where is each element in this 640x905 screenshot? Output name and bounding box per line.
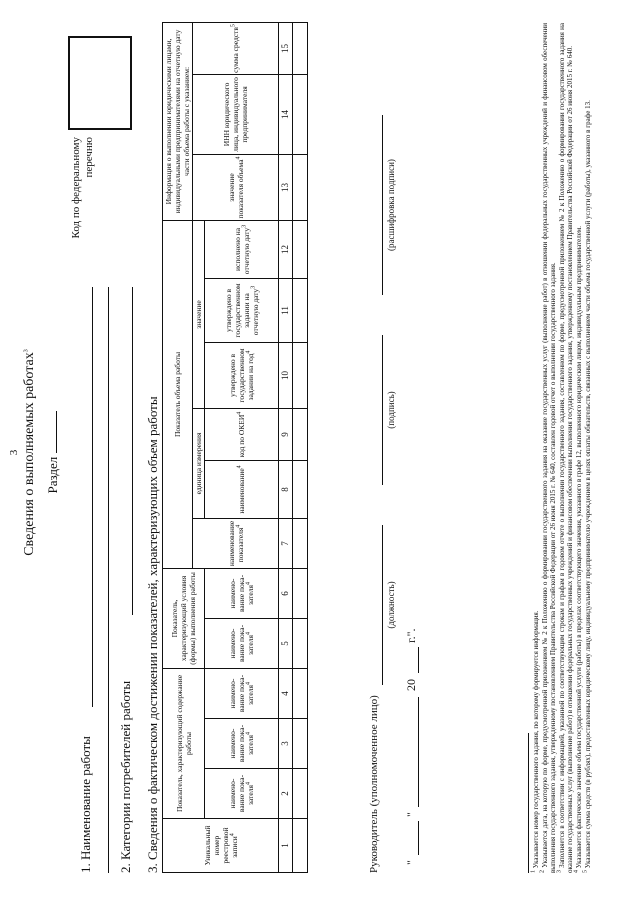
date-month-field[interactable] bbox=[418, 697, 419, 807]
header-unit: единица измерения bbox=[193, 408, 205, 518]
consumers-label: 2. Категории потребителей работы bbox=[118, 680, 133, 873]
header-volume-indicator: Показатель объема работы bbox=[163, 220, 193, 568]
head-label: Руководитель (уполномоченное лицо) bbox=[368, 695, 380, 873]
table-cell[interactable] bbox=[293, 342, 308, 408]
date-suffix: г.". bbox=[404, 628, 418, 643]
header-unit-name: наименование$^4$ bbox=[205, 460, 279, 518]
table-cell[interactable] bbox=[293, 460, 308, 518]
decode-line[interactable] bbox=[382, 115, 383, 295]
position-caption: (должность) bbox=[386, 581, 396, 629]
table-cell[interactable] bbox=[293, 22, 308, 74]
footnote-item: $^5$ Указывается сумма средств (в рублях), предоставленных юридическому лицу, индивидуальному предпринимателю учреждением в целях оплаты обязательств, связанных с выполнением части объема государственной услуги (работы), указанного в графе 13. bbox=[582, 100, 592, 873]
table-cell[interactable] bbox=[293, 154, 308, 220]
column-number-row bbox=[279, 22, 293, 872]
header-content-name-3: наимено-вание пока-зателя$^4$ bbox=[205, 668, 279, 718]
column-number: 13 bbox=[279, 154, 293, 220]
header-content-name-2: наимено-вание пока-зателя$^4$ bbox=[205, 719, 279, 769]
table-cell[interactable] bbox=[293, 408, 308, 460]
header-approved-year: утверждено в государственном задании на год$^4$ bbox=[205, 342, 279, 408]
section-heading: Раздел bbox=[44, 0, 61, 905]
footnote-separator bbox=[528, 733, 529, 873]
header-condition-name-2: наимено-вание пока-зателя$^4$ bbox=[205, 568, 279, 618]
table-cell[interactable] bbox=[293, 668, 308, 718]
column-number: 10 bbox=[279, 342, 293, 408]
header-content-indicator: Показатель, характеризующий содержание работы bbox=[163, 668, 205, 818]
date-quote-close: " bbox=[404, 812, 418, 817]
position-line[interactable] bbox=[382, 525, 383, 685]
table-cell[interactable] bbox=[293, 220, 308, 278]
work-name-label: 1. Наименование работы bbox=[78, 736, 93, 873]
sign-caption: (подпись) bbox=[386, 391, 396, 429]
table-cell[interactable] bbox=[293, 819, 308, 873]
header-volume-value: значение показателя объема$^4$ bbox=[193, 154, 279, 220]
header-inn: ИНН юридического лица, индивидуального предпринимателя bbox=[193, 74, 279, 154]
header-value: значение bbox=[193, 220, 205, 408]
section3-title: 3. Сведения о фактическом достижении показателей, характеризующих объем работы bbox=[145, 396, 160, 873]
table-cell[interactable] bbox=[293, 518, 308, 568]
header-condition-name-1: наимено-вание пока-зателя$^4$ bbox=[205, 618, 279, 668]
page-title: Сведения о выполняемых работах$^3$ bbox=[22, 349, 37, 556]
column-number: 3 bbox=[279, 719, 293, 769]
table-cell[interactable] bbox=[293, 769, 308, 819]
work-volume-table bbox=[162, 22, 308, 873]
decode-caption: (расшифровка подписи) bbox=[386, 159, 396, 251]
date-day-field[interactable] bbox=[418, 821, 419, 855]
header-indicator-name: наименование показателя$^4$ bbox=[193, 518, 279, 568]
footnote-item: $^4$ Указывается фактическое значение объема государственной услуги (работы) в пределах соответствующего значения, указанного в графе 12, выполненного юридическим лицом, индивидуальным предпринимателем. bbox=[573, 225, 583, 873]
footnotes bbox=[532, 23, 592, 873]
column-number: 6 bbox=[279, 568, 293, 618]
header-done: исполнено на отчетную дату$^3$ bbox=[205, 220, 279, 278]
sign-line[interactable] bbox=[382, 335, 383, 485]
federal-code-box[interactable] bbox=[68, 36, 132, 130]
table-cell[interactable] bbox=[293, 618, 308, 668]
footnote-item: $^1$ Указывается номер государственного задания, по которому формируется информация. bbox=[530, 610, 540, 873]
column-number: 7 bbox=[279, 518, 293, 568]
header-content-name-1: наимено-вание пока-зателя$^4$ bbox=[205, 769, 279, 819]
header-unique-number: Уникальный номер реестровой записи$^4$ bbox=[163, 819, 279, 873]
column-number: 9 bbox=[279, 408, 293, 460]
date-quote-open: " bbox=[404, 860, 418, 865]
header-conditions-indicator: Показатель, характеризующий условия (формы) выполнения работы bbox=[163, 568, 205, 668]
work-name-field[interactable] bbox=[92, 287, 93, 707]
column-number: 2 bbox=[279, 769, 293, 819]
column-number: 1 bbox=[279, 819, 293, 873]
consumers-field[interactable] bbox=[132, 287, 133, 615]
federal-code-label: Код по федеральному перечню bbox=[70, 137, 95, 239]
header-okei-code: код по ОКЕИ$^4$ bbox=[205, 408, 279, 460]
footnote-item: $^3$ Заполняется в соответствии с информацией, указанной по соответствующим строкам и графам в годовом отчете о выполнении государственного задания, составленном по форме, предусмотренной приложением № 2 к Положению о формировании государственного задания на оказание государственных услуг (выполнение работ) в отношении федеральных государственных учреждений и финансовом обеспечении выполнения государственного задания, утвержденному постановлением Правительства Российской Федерации от 26 июня 2015 г. № 640. bbox=[556, 22, 575, 873]
date-year-field[interactable] bbox=[418, 647, 419, 673]
date-year-prefix: 20 bbox=[404, 679, 418, 691]
column-number: 4 bbox=[279, 668, 293, 718]
table-cell[interactable] bbox=[293, 278, 308, 342]
column-number: 5 bbox=[279, 618, 293, 668]
work-name-field-continued[interactable] bbox=[108, 287, 109, 873]
column-number: 14 bbox=[279, 74, 293, 154]
footnote-item: $^2$ Указывается дата, на которую по форме, предусмотренной приложением № 2 к Положению о формировании государственного задания на оказание государственных услуг (выполнение работ) в отношении федеральных государственных учреждений и финансовом обеспечении выполнения государственного задания, утвержденному постановлением Правительства Российской Федерации от 26 июня 2015 г. № 640, составлен годовой отчет о выполнении государственного задания. bbox=[539, 23, 558, 873]
header-sum: сумма средств$^5$ bbox=[193, 22, 279, 74]
column-number: 8 bbox=[279, 460, 293, 518]
page-number: 3 bbox=[8, 449, 20, 456]
table-cell[interactable] bbox=[293, 568, 308, 618]
table-row bbox=[293, 22, 308, 872]
table-cell[interactable] bbox=[293, 74, 308, 154]
section-number-blank[interactable] bbox=[44, 411, 57, 453]
table-cell[interactable] bbox=[293, 719, 308, 769]
column-number: 11 bbox=[279, 278, 293, 342]
header-approved-date: утверждено в государственном задании на отчетную дату$^3$ bbox=[205, 278, 279, 342]
column-number: 15 bbox=[279, 22, 293, 74]
header-info-contractors: Информация о выполнении юридическими лицами, индивидуальными предпринимателями на отчетную дату части объема работы с указанием: bbox=[163, 22, 193, 220]
column-number: 12 bbox=[279, 220, 293, 278]
